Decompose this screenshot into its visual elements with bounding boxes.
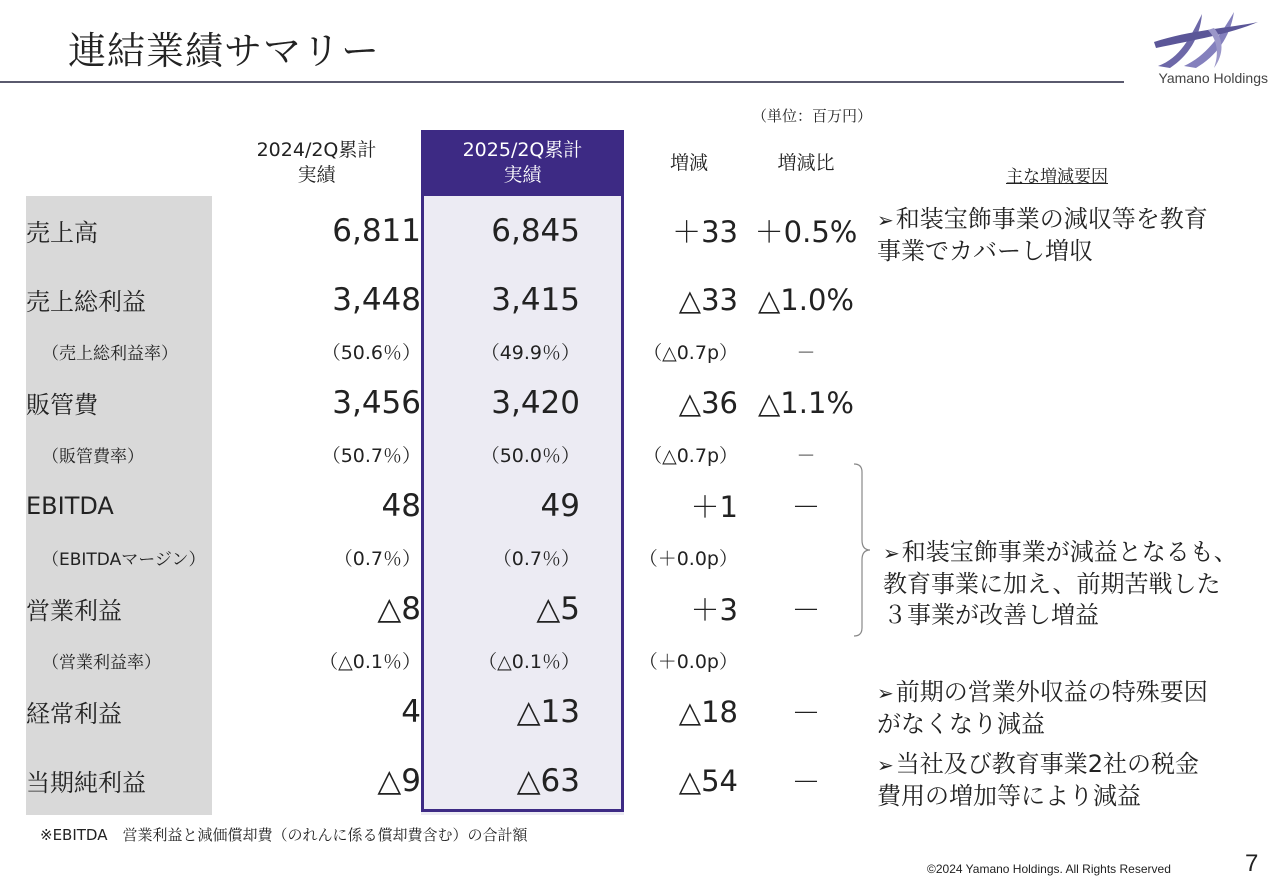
- table-row: [26, 196, 858, 265]
- curr-value: （0.7％）: [421, 540, 624, 574]
- curr-value: （50.0％）: [421, 437, 624, 471]
- header-ratio: 増減比: [777, 151, 835, 174]
- ratio-value: [754, 643, 858, 677]
- prev-value: 3,448: [332, 281, 421, 318]
- curr-value: 3,415: [421, 265, 624, 334]
- factor-operating: ➢和装宝飾事業が減益となるも、 教育事業に加え、前期苦戦した ３事業が改善し増益: [883, 538, 1238, 629]
- ratio-value: △1.0%: [758, 282, 854, 317]
- row-label: 売上高: [26, 196, 212, 265]
- ratio-value: －: [796, 341, 816, 364]
- bracket-icon: [852, 462, 872, 638]
- ratio-value: [754, 540, 858, 574]
- table-row: [26, 334, 858, 368]
- header-blank: [26, 130, 212, 196]
- footnote: ※EBITDA 営業利益と減価償却費（のれんに係る償却費含む）の合計額: [40, 826, 528, 844]
- table-row: [26, 677, 858, 746]
- prev-value: 3,456: [332, 384, 421, 421]
- page-title: 連結業績サマリー: [68, 29, 381, 73]
- row-label: （EBITDAマージン）: [26, 540, 212, 574]
- table-row: [26, 643, 858, 677]
- ratio-value: △1.1%: [758, 385, 854, 420]
- curr-value: △5: [421, 574, 624, 643]
- ratio-value: ＋0.5%: [754, 215, 858, 249]
- row-label: 当期純利益: [26, 746, 212, 815]
- row-label: （販管費率）: [26, 437, 212, 471]
- diff-value: （＋0.0p）: [638, 547, 738, 570]
- row-label: 販管費: [26, 368, 212, 437]
- prev-value: （50.6％）: [321, 341, 421, 364]
- diff-value: （△0.7p）: [643, 444, 738, 467]
- arrow-bullet-icon: ➢: [877, 208, 894, 232]
- arrow-bullet-icon: ➢: [883, 541, 900, 565]
- arrow-bullet-icon: ➢: [877, 753, 894, 777]
- copyright: ©2024 Yamano Holdings. All Rights Reserved: [927, 862, 1171, 876]
- prev-value: （0.7％）: [333, 547, 421, 570]
- ratio-value: －: [791, 696, 821, 730]
- table-row: [26, 574, 858, 643]
- diff-value: ＋33: [672, 215, 738, 249]
- curr-value: （49.9％）: [421, 334, 624, 368]
- prev-value: △9: [377, 762, 421, 799]
- diff-value: （＋0.0p）: [638, 650, 738, 673]
- brand-name: Yamano Holdings: [1158, 70, 1268, 86]
- prev-value: 48: [381, 487, 421, 524]
- curr-value: 3,420: [421, 368, 624, 437]
- header-prev: 2024/2Q累計 実績: [256, 139, 377, 186]
- diff-value: △33: [678, 282, 738, 317]
- prev-value: （50.7％）: [321, 444, 421, 467]
- table-row: [26, 746, 858, 815]
- factor-sales: ➢和装宝飾事業の減収等を教育 事業でカバーし増収: [877, 205, 1208, 265]
- factor-net: ➢当社及び教育事業2社の税金 費用の増加等により減益: [877, 750, 1200, 810]
- company-logo: [1150, 8, 1260, 70]
- prev-value: △8: [377, 590, 421, 627]
- ratio-value: －: [791, 593, 821, 627]
- curr-value: 6,845: [421, 196, 624, 265]
- prev-value: （△0.1％）: [319, 650, 421, 673]
- title-divider: [0, 81, 1124, 83]
- diff-value: ＋1: [690, 490, 738, 524]
- diff-value: △36: [678, 385, 738, 420]
- factors-title: 主な増減要因: [1006, 167, 1108, 187]
- header-diff: 増減: [669, 151, 708, 174]
- table-row: [26, 540, 858, 574]
- ratio-value: －: [796, 444, 816, 467]
- table-row: [26, 471, 858, 540]
- diff-value: （△0.7p）: [643, 341, 738, 364]
- row-label: 経常利益: [26, 677, 212, 746]
- table-row: [26, 437, 858, 471]
- table-header-row: [26, 130, 858, 196]
- results-table: [26, 130, 858, 815]
- ratio-value: －: [791, 765, 821, 799]
- unit-label: （単位：百万円）: [752, 107, 873, 125]
- row-label: （売上総利益率）: [26, 334, 212, 368]
- page-number: 7: [1245, 850, 1259, 877]
- diff-value: △54: [678, 763, 738, 798]
- factor-ordinary: ➢前期の営業外収益の特殊要因 がなくなり減益: [877, 678, 1208, 738]
- row-label: EBITDA: [26, 471, 212, 540]
- header-curr: 2025/2Q累計 実績: [421, 130, 624, 196]
- curr-value: △13: [421, 677, 624, 746]
- curr-value: （△0.1％）: [421, 643, 624, 677]
- row-label: （営業利益率）: [26, 643, 212, 677]
- curr-value: △63: [421, 746, 624, 815]
- diff-value: ＋3: [690, 593, 738, 627]
- table-row: [26, 265, 858, 334]
- table-row: [26, 368, 858, 437]
- row-label: 売上総利益: [26, 265, 212, 334]
- ratio-value: －: [791, 490, 821, 524]
- diff-value: △18: [678, 694, 738, 729]
- arrow-bullet-icon: ➢: [877, 681, 894, 705]
- prev-value: 4: [401, 693, 421, 730]
- prev-value: 6,811: [332, 212, 421, 249]
- curr-value: 49: [421, 471, 624, 540]
- row-label: 営業利益: [26, 574, 212, 643]
